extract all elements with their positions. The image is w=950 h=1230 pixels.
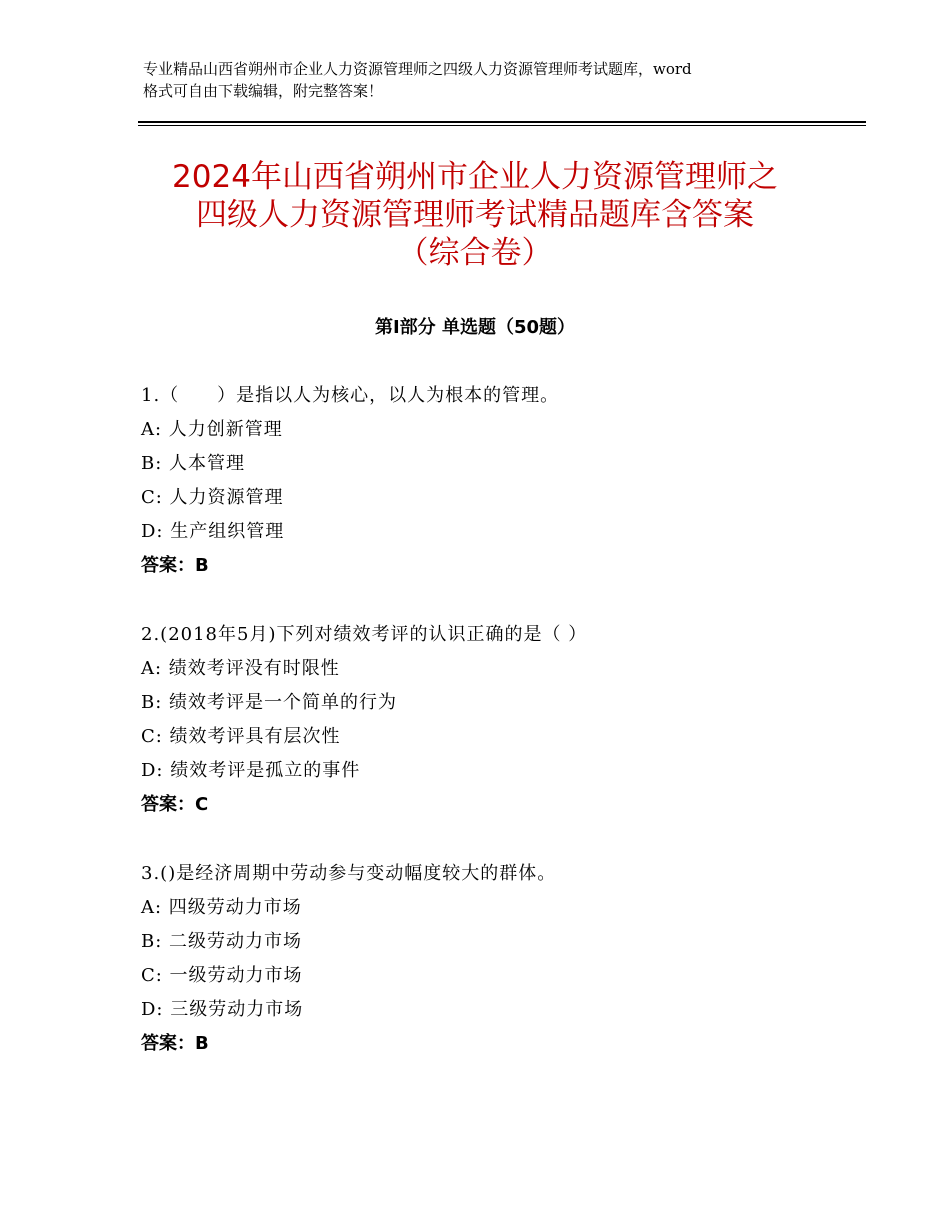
question-2 [141, 618, 841, 822]
option-c: C: 一级劳动力市场 [141, 965, 303, 986]
header-divider-thin [138, 125, 866, 126]
option-b: B: 绩效考评是一个简单的行为 [141, 692, 398, 713]
option-c: C: 绩效考评具有层次性 [141, 726, 341, 747]
answer: 答案：B [141, 555, 209, 576]
header-note-line-1: 专业精品山西省朔州市企业人力资源管理师之四级人力资源管理师考试题库，word [143, 60, 692, 78]
section-heading: 第Ⅰ部分 单选题（50题） [374, 317, 575, 338]
question-stem: 2.(2018年5月)下列对绩效考评的认识正确的是（ ） [141, 624, 588, 645]
header-note-line-2: 格式可自由下载编辑，附完整答案！ [143, 82, 384, 100]
option-c: C: 人力资源管理 [141, 487, 284, 508]
option-a: A: 绩效考评没有时限性 [141, 658, 340, 679]
title-line-1: 2024年山西省朔州市企业人力资源管理师之 [172, 159, 778, 195]
option-a: A: 人力创新管理 [141, 419, 283, 440]
question-stem: 1.（ ）是指以人为核心，以人为根本的管理。 [141, 385, 560, 406]
answer: 答案：C [141, 794, 209, 815]
document-title [100, 158, 850, 272]
answer: 答案：B [141, 1033, 209, 1054]
option-a: A: 四级劳动力市场 [141, 897, 302, 918]
question-3 [141, 857, 841, 1061]
title-line-2: 四级人力资源管理师考试精品题库含答案 [196, 197, 754, 233]
header-divider-thick [138, 121, 866, 123]
option-d: D: 三级劳动力市场 [141, 999, 304, 1020]
option-d: D: 生产组织管理 [141, 521, 285, 542]
option-b: B: 二级劳动力市场 [141, 931, 303, 952]
option-d: D: 绩效考评是孤立的事件 [141, 760, 361, 781]
question-stem: 3.()是经济周期中劳动参与变动幅度较大的群体。 [141, 863, 557, 884]
option-b: B: 人本管理 [141, 453, 246, 474]
header-note [143, 58, 823, 102]
title-line-3: （综合卷） [397, 235, 553, 271]
question-1 [141, 379, 841, 583]
